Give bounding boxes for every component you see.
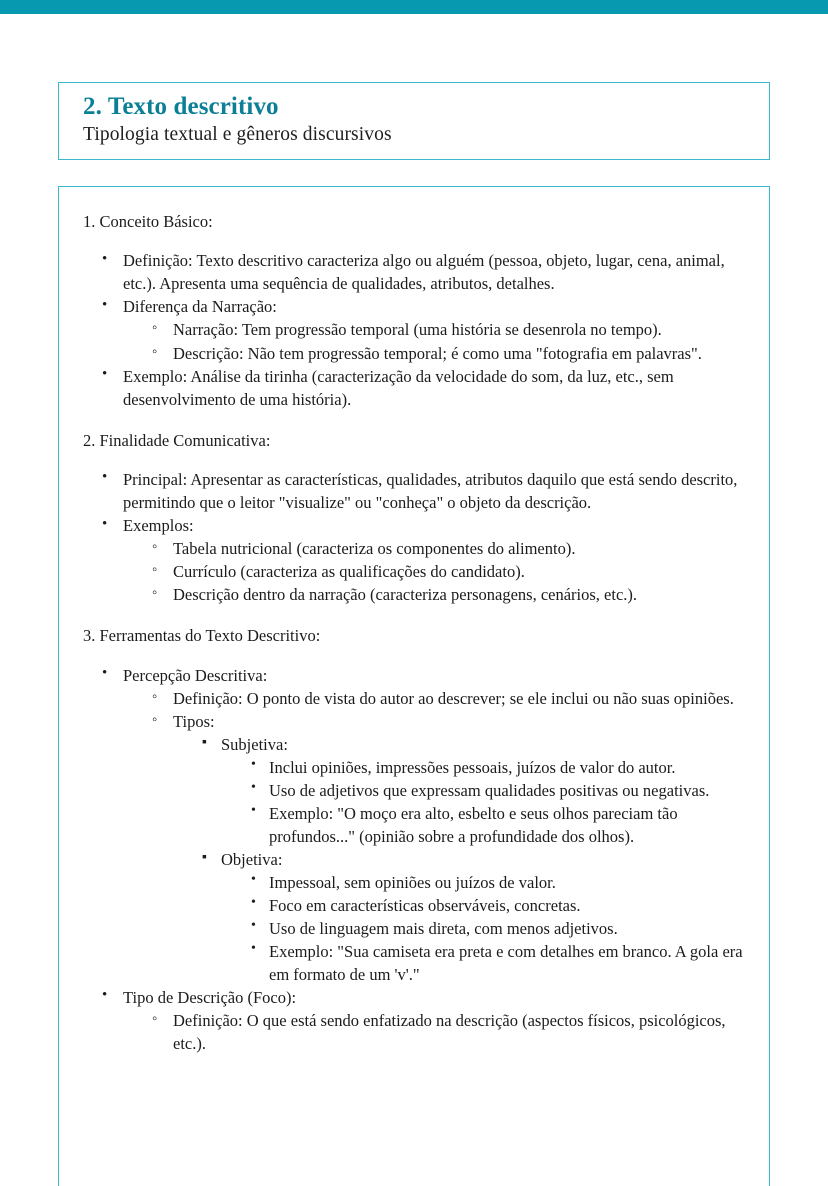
sublist (173, 733, 751, 986)
list-item (96, 295, 751, 364)
list-item-text: • Inclui opiniões, impressões pessoais, juízos de valor do autor. (269, 757, 676, 777)
list-item-text: ◦ Definição: O que está sendo enfatizado na descrição (aspectos físicos, psicológicos, etc.). (173, 1010, 726, 1053)
list-item (197, 733, 751, 848)
sublist (123, 318, 751, 364)
list-item-text: • Impessoal, sem opiniões ou juízos de valor. (269, 872, 556, 892)
list-item-text: • Foco em características observáveis, concretas. (269, 895, 581, 915)
list-item (147, 560, 751, 583)
list-item-text: • Uso de adjetivos que expressam qualidades positivas ou negativas. (269, 780, 710, 800)
list-item (147, 687, 751, 710)
list-item-text: • Principal: Apresentar as características, qualidades, atributos daquilo que está sendo descrito, permitindo que o leitor "visualize" ou "conheça" o objeto da descrição. (123, 469, 738, 512)
list-item-text: ◦ Descrição dentro da narração (caracteriza personagens, cenários, etc.). (173, 585, 638, 605)
sublist (123, 1009, 751, 1055)
section-heading-2: 2. Finalidade Comunicativa: (83, 430, 271, 450)
list-item-text: • Exemplo: "O moço era alto, esbelto e seus olhos pareciam tão profundos..." (opinião sobre a profundidade dos olhos). (269, 803, 678, 846)
sublist (123, 687, 751, 986)
list-item (245, 871, 751, 894)
spacer (83, 451, 751, 468)
list-item (245, 779, 751, 802)
list-item (96, 664, 751, 986)
list-item (147, 583, 751, 606)
list-item (147, 318, 751, 341)
list-item (147, 342, 751, 365)
section-heading-1: 1. Conceito Básico: (83, 212, 213, 231)
spacer (83, 606, 751, 625)
spacer (83, 647, 751, 664)
list-item (197, 848, 751, 986)
list-item-text: • Diferença da Narração: (123, 297, 277, 317)
list-item-text: ▪ Objetiva: (221, 849, 283, 869)
content-card (58, 186, 770, 1186)
list-item (96, 365, 751, 411)
list-item-text: • Exemplos: (123, 516, 194, 536)
page-title: 2. Texto descritivo (83, 93, 279, 120)
list-item-text: ◦ Tabela nutricional (caracteriza os componentes do alimento). (173, 539, 576, 559)
list-item (96, 986, 751, 1055)
list-item-text: ▪ Subjetiva: (221, 734, 288, 754)
list-item (147, 537, 751, 560)
list-item (147, 710, 751, 986)
list-item-text: • Uso de linguagem mais direta, com menos adjetivos. (269, 918, 618, 938)
list-item (245, 756, 751, 779)
list-item-text: ◦ Currículo (caracteriza as qualificações do candidato). (173, 562, 525, 582)
list-section-1 (83, 249, 751, 410)
list-item-text: • Exemplo: Análise da tirinha (caracterização da velocidade do som, da luz, etc., sem desenvolvimento de uma história). (123, 366, 674, 409)
list-item (147, 1009, 751, 1055)
list-item (245, 802, 751, 848)
title-card (58, 82, 770, 160)
sublist (221, 756, 751, 848)
list-item-text: • Definição: Texto descritivo caracteriza algo ou alguém (pessoa, objeto, lugar, cena, animal, etc.). Apresenta uma sequência de qualidades, atributos, detalhes. (123, 251, 725, 294)
list-section-2 (83, 468, 751, 606)
list-item-text: ◦ Tipos: (173, 711, 215, 731)
list-item-text: • Percepção Descritiva: (123, 665, 268, 685)
list-item (245, 940, 751, 986)
list-item (245, 917, 751, 940)
list-section-3 (83, 664, 751, 1055)
list-item-text: • Tipo de Descrição (Foco): (123, 987, 297, 1007)
list-item (96, 468, 751, 514)
list-item (245, 894, 751, 917)
sublist (123, 537, 751, 606)
spacer (83, 232, 751, 249)
list-item (96, 514, 751, 606)
list-item-text: ◦ Narração: Tem progressão temporal (uma história se desenrola no tempo). (173, 320, 662, 340)
top-accent-bar (0, 0, 828, 14)
list-item-text: ◦ Definição: O ponto de vista do autor ao descrever; se ele inclui ou não suas opiniões. (173, 688, 734, 708)
sublist (221, 871, 751, 986)
list-item-text: • Exemplo: "Sua camiseta era preta e com detalhes em branco. A gola era em formato de um 'v'." (269, 941, 743, 984)
section-heading-3: 3. Ferramentas do Texto Descritivo: (83, 626, 321, 646)
spacer (83, 411, 751, 430)
list-item-text: ◦ Descrição: Não tem progressão temporal; é como uma "fotografia em palavras". (173, 343, 702, 363)
list-item (96, 249, 751, 295)
page-subtitle: Tipologia textual e gêneros discursivos (83, 124, 392, 145)
slide-canvas (0, 14, 828, 1171)
